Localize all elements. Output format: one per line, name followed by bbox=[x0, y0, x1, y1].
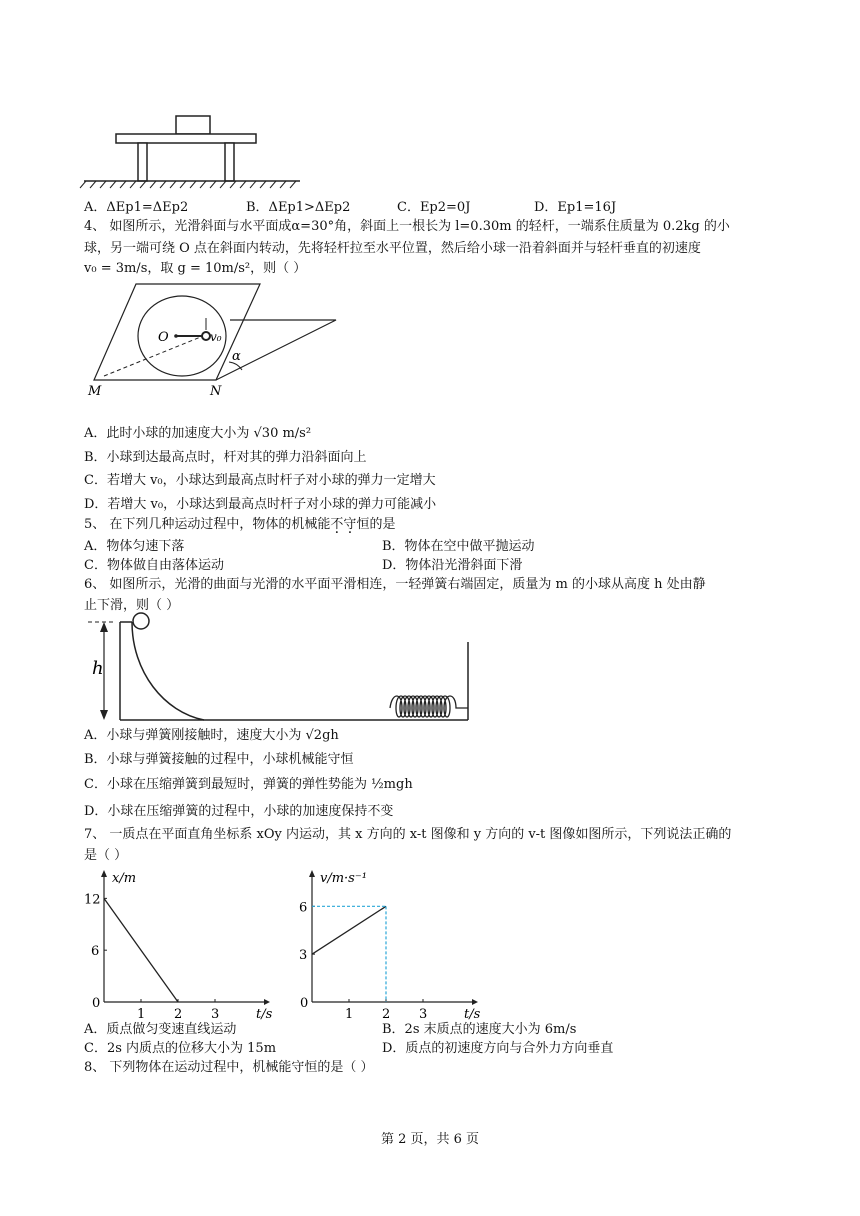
curved-track-spring-figure bbox=[84, 612, 474, 724]
x-tick-label: 2 bbox=[174, 1007, 183, 1022]
series-line bbox=[104, 898, 178, 1002]
q4-option-b: B．小球到达最高点时，杆对其的弹力沿斜面向上 bbox=[84, 450, 367, 465]
q4-option-a: A．此时小球的加速度大小为 √30 m/s² bbox=[84, 426, 312, 441]
x-t-graph bbox=[84, 866, 274, 1022]
y-axis-arrow bbox=[101, 870, 107, 877]
q4-stem-line-3: v₀ = 3m/s，取 g = 10m/s²，则（ ） bbox=[84, 261, 307, 276]
q7-option-d: D．质点的初速度方向与合外力方向垂直 bbox=[382, 1041, 614, 1056]
q7-stem-line-2: 是（ ） bbox=[84, 848, 128, 863]
q6-option-a: A．小球与弹簧刚接触时，速度大小为 √2gh bbox=[84, 728, 339, 743]
q3-option-d: D．Ep1=16J bbox=[534, 200, 617, 215]
q5-option-a: A．物体匀速下落 bbox=[84, 539, 185, 554]
q7-stem-line-1: 7、 一质点在平面直角坐标系 xOy 内运动，其 x 方向的 x-t 图像和 y 方向的 v-t 图像如图所示，下列说法正确的 bbox=[84, 827, 732, 842]
q5-option-d: D．物体沿光滑斜面下滑 bbox=[382, 558, 523, 573]
q4-option-c: C．若增大 v₀，小球达到最高点时杆子对小球的弹力一定增大 bbox=[84, 473, 436, 488]
q7-option-c: C．2s 内质点的位移大小为 15m bbox=[84, 1041, 277, 1056]
q5-stem-pre: 5、 在下列几种运动过程中，物体的机械能 bbox=[84, 517, 331, 532]
point-n-label: N bbox=[210, 384, 222, 399]
x-tick-label: 1 bbox=[345, 1007, 354, 1022]
y-tick-label: 3 bbox=[299, 948, 308, 964]
series-line bbox=[312, 906, 386, 954]
q5-stem-emph-2: 守 bbox=[343, 517, 357, 532]
q3-option-c: C．Ep2=0J bbox=[397, 200, 471, 215]
v0-label: v₀ bbox=[210, 330, 222, 344]
q4-stem-line-2: 球，另一端可绕 O 点在斜面内转动，先将轻杆拉至水平位置，然后给小球一沿着斜面并与轻杆垂直的初速度 bbox=[84, 241, 701, 256]
point-m-label: M bbox=[88, 384, 102, 399]
y-tick-label: 6 bbox=[91, 944, 100, 960]
incline-rod-figure bbox=[84, 282, 354, 402]
q3-option-a: A．ΔEp1=ΔEp2 bbox=[84, 200, 189, 215]
q6-stem-line-2: 止下滑，则（ ） bbox=[84, 598, 180, 613]
q6-stem-line-1: 6、 如图所示，光滑的曲面与光滑的水平面平滑相连，一轻弹簧右端固定，质量为 m 的小球从高度 h 处由静 bbox=[84, 577, 706, 592]
q8-stem-line-1: 8、 下列物体在运动过程中，机械能守恒的是（ ） bbox=[84, 1060, 374, 1075]
x-tick-label: 3 bbox=[419, 1007, 428, 1022]
q5-stem-emph-1: 不 bbox=[330, 517, 344, 532]
x-axis-arrow bbox=[472, 999, 478, 1005]
q4-stem-line-1: 4、 如图所示，光滑斜面与水平面成α=30°角，斜面上一根长为 l=0.30m 的轻杆，一端系住质量为 0.2kg 的小 bbox=[84, 219, 730, 234]
q6-option-c: C．小球在压缩弹簧到最短时，弹簧的弹性势能为 ½mgh bbox=[84, 777, 413, 792]
x-axis-label: t/s bbox=[464, 1007, 481, 1022]
q7-option-a: A．质点做匀变速直线运动 bbox=[84, 1022, 237, 1037]
v-t-graph bbox=[292, 866, 482, 1022]
q6-option-d: D．小球在压缩弹簧的过程中，小球的加速度保持不变 bbox=[84, 804, 394, 819]
origin-label: 0 bbox=[92, 996, 101, 1011]
point-o-label: O bbox=[158, 330, 169, 345]
y-axis-arrow bbox=[309, 870, 315, 877]
x-axis-label: t/s bbox=[256, 1007, 273, 1022]
q5-option-b: B．物体在空中做平抛运动 bbox=[382, 539, 535, 554]
table-on-ground-figure bbox=[80, 110, 310, 190]
alpha-label: α bbox=[232, 349, 241, 364]
q5-stem bbox=[84, 516, 395, 534]
q3-option-b: B．ΔEp1>ΔEp2 bbox=[246, 200, 351, 215]
x-tick-label: 1 bbox=[137, 1007, 146, 1022]
y-axis-label: v/m·s⁻¹ bbox=[320, 871, 367, 886]
x-tick-label: 2 bbox=[382, 1007, 391, 1022]
origin-label: 0 bbox=[300, 996, 309, 1011]
x-axis-arrow bbox=[264, 999, 270, 1005]
q7-option-b: B．2s 末质点的速度大小为 6m/s bbox=[382, 1022, 577, 1037]
y-tick-label: 6 bbox=[299, 900, 308, 916]
q6-option-b: B．小球与弹簧接触的过程中，小球机械能守恒 bbox=[84, 752, 354, 767]
y-tick-label: 12 bbox=[84, 892, 101, 908]
height-h-label: h bbox=[92, 658, 104, 679]
y-axis-label: x/m bbox=[112, 871, 137, 886]
page-footer: 第 2 页，共 6 页 bbox=[380, 1132, 480, 1147]
q5-stem-post: 恒的是 bbox=[356, 517, 396, 532]
q4-option-d: D．若增大 v₀，小球达到最高点时杆子对小球的弹力可能减小 bbox=[84, 497, 437, 512]
x-tick-label: 3 bbox=[211, 1007, 220, 1022]
q5-option-c: C．物体做自由落体运动 bbox=[84, 558, 224, 573]
